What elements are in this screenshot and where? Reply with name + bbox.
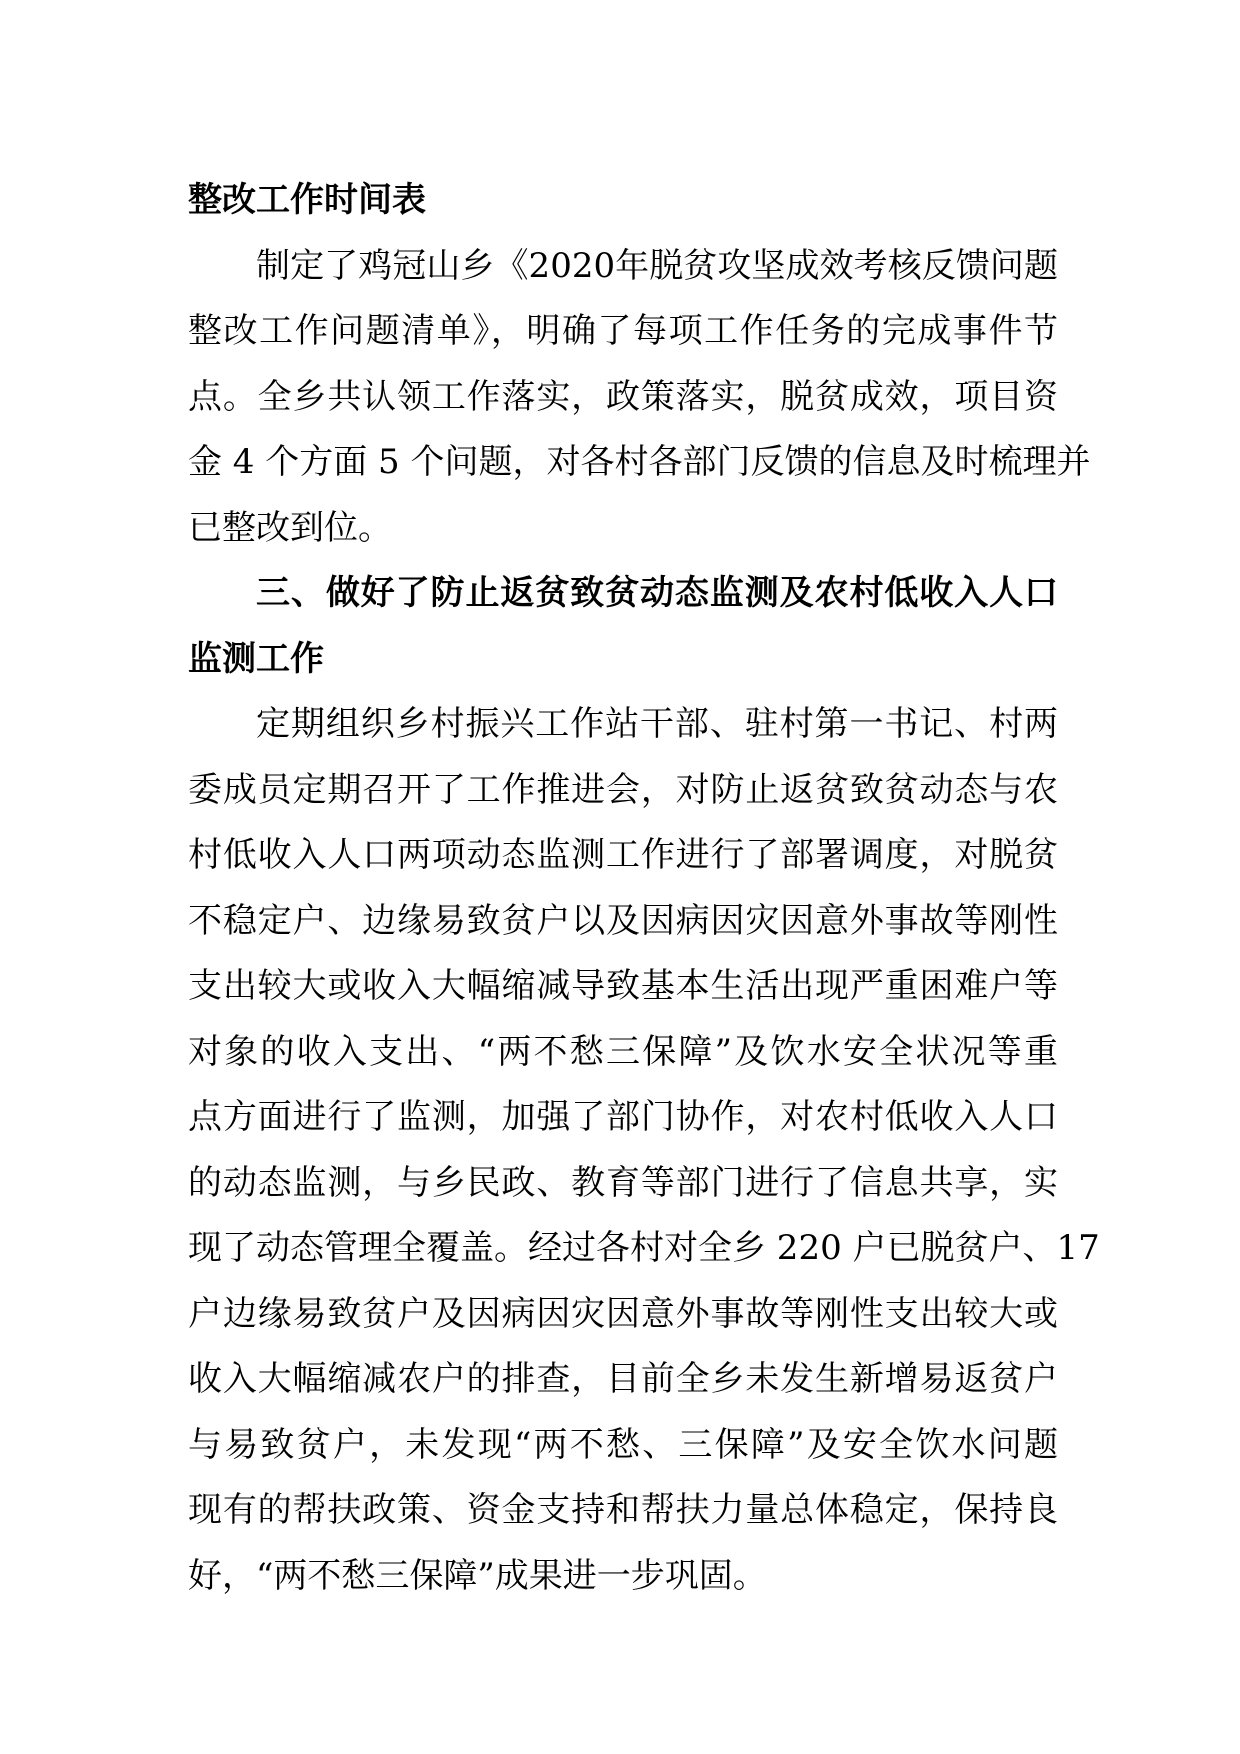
- paragraph-line: 支出较大或收入大幅缩减导致基本生活出现严重困难户等: [188, 966, 1058, 1006]
- document-body: [188, 168, 1100, 1609]
- section-heading: 三、做好了防止返贫致贫动态监测及农村低收入人口: [256, 573, 1058, 613]
- paragraph-last-line: 已整改到位。: [188, 507, 392, 548]
- section-heading-line: 监测工作: [188, 638, 324, 679]
- paragraph-line: 现有的帮扶政策、资金支持和帮扶力量总体稳定，保持良: [188, 1490, 1058, 1530]
- paragraph-line: 对象的收入支出、“两不愁三保障”及饮水安全状况等重: [188, 1031, 1058, 1072]
- paragraph-line: 整改工作问题清单》，明确了每项工作任务的完成事件节: [188, 311, 1058, 351]
- paragraph-line: 现了动态管理全覆盖。经过各村对全乡 220 户已脱贫户、17: [188, 1228, 1100, 1268]
- paragraph-first-line: 定期组织乡村振兴工作站干部、驻村第一书记、村两: [256, 704, 1058, 744]
- paragraph-first-line: 制定了鸡冠山乡《2020年脱贫攻坚成效考核反馈问题: [256, 245, 1058, 286]
- paragraph-line: 委成员定期召开了工作推进会，对防止返贫致贫动态与农: [188, 769, 1058, 810]
- paragraph-line: 村低收入人口两项动态监测工作进行了部署调度，对脱贫: [188, 835, 1058, 875]
- paragraph-line: 户边缘易致贫户及因病因灾因意外事故等刚性支出较大或: [188, 1293, 1058, 1334]
- paragraph-line: 收入大幅缩减农户的排查，目前全乡未发生新增易返贫户: [188, 1359, 1058, 1399]
- paragraph-line: 的动态监测，与乡民政、教育等部门进行了信息共享，实: [188, 1162, 1058, 1203]
- paragraph-line: 点方面进行了监测，加强了部门协作，对农村低收入人口: [188, 1097, 1058, 1137]
- paragraph-line: 与易致贫户，未发现“两不愁、三保障”及安全饮水问题: [188, 1424, 1058, 1465]
- paragraph-line: 不稳定户、边缘易致贫户以及因病因灾因意外事故等刚性: [188, 900, 1058, 941]
- paragraph-line: 点。全乡共认领工作落实，政策落实，脱贫成效，项目资: [188, 376, 1058, 417]
- section-heading-continued: 整改工作时间表: [188, 180, 426, 220]
- paragraph-line: 金 4 个方面 5 个问题，对各村各部门反馈的信息及时梳理并: [188, 442, 1091, 482]
- paragraph-last-line: 好，“两不愁三保障”成果进一步巩固。: [188, 1555, 767, 1596]
